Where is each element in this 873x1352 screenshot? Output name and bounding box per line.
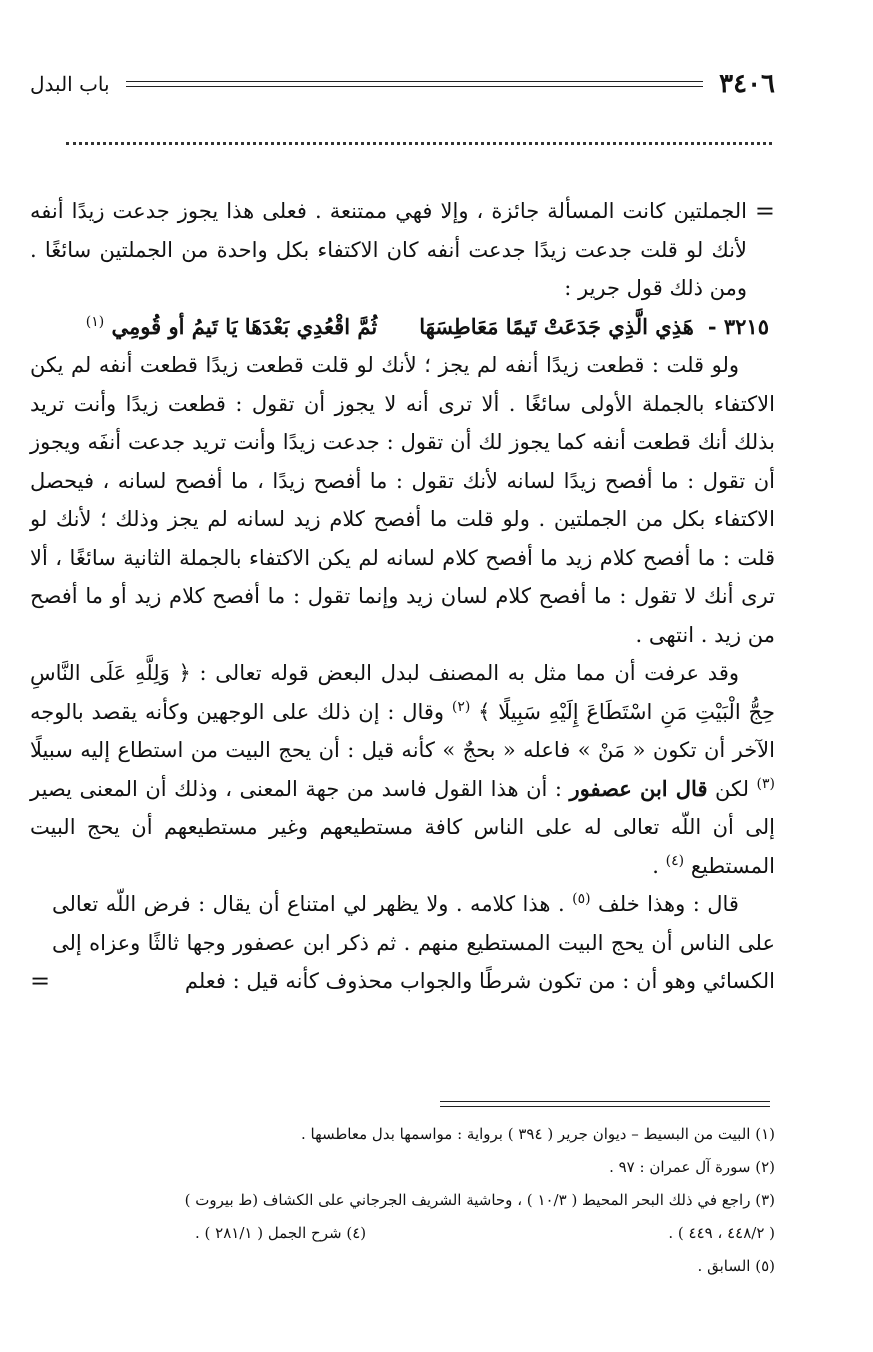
- paragraph-text: . هذا كلامه . ولا يظهر لي امتناع أن يقال : فرض اللّه تعالى على الناس أن يحج البيت المستطيع منهم . ثم ذكر ابن عصفور وجها ثالثًا وعزاه إلى الكسائي وهو أن : من تكون شرطًا والجواب محذوف كأنه قيل : فعلم: [52, 892, 775, 993]
- footnote-1: (١) البيت من البسيط – ديوان جرير ( ٣٩٤ ) برواية : مواسمها بدل معاطسها .: [300, 1125, 775, 1143]
- scholar-name: قال ابن عصفور: [569, 775, 708, 801]
- poem-verse: [30, 308, 775, 347]
- paragraph-text: .: [652, 853, 659, 878]
- chapter-title: باب البدل: [30, 72, 110, 96]
- hemistich-first: هَذِي الَّذِي جَدَعَتْ تَيمًا مَعَاطِسَهَا: [419, 313, 694, 339]
- paragraph-text: وقال : إن ذلك على الوجهين وكأنه يقصد بالوجه الآخر أن تكون « مَنْ » فاعله « بحجٌ » كأنه قيل : أن يحج البيت من استطاع إليه سبيلًا: [30, 699, 775, 762]
- paragraph-text: لكن: [715, 776, 750, 801]
- footnote-5: (٥) السابق .: [697, 1257, 775, 1275]
- dotted-separator: [66, 142, 772, 145]
- footnote-ref: (٣): [756, 775, 776, 792]
- paragraph-text: الجملتين كانت المسألة جائزة ، وإلا فهي ممتنعة . فعلى هذا يجوز جدعت زيدًا أنفه لأنك لو قلت جدعت زيدًا جدعت أنفه كان الاكتفاء بكل واحدة من الجملتين سائغًا . ومن ذلك قول جرير :: [30, 199, 747, 300]
- footnote-ref: (١): [85, 313, 105, 330]
- footnote-3: (٣) راجع في ذلك البحر المحيط ( ١٠/٣ ) ، وحاشية الشريف الجرجاني على الكشاف (ط بيروت ): [184, 1191, 775, 1209]
- main-text: [30, 192, 775, 1001]
- hemistich-second: [86, 308, 377, 347]
- quran-verse: ﴿ وَلِلَّهِ عَلَى النَّاسِ حِجُّ الْبَيْتِ مَنِ اسْتَطَاعَ إِلَيْهِ سَبِيلًا ﴾: [30, 661, 775, 724]
- footnote-4: (٤) شرح الجمل ( ٢٨١/١ ) .: [195, 1224, 367, 1242]
- footnote-3-continued: ( ٤٤٨/٢ ، ٤٤٩ ) .: [668, 1224, 775, 1242]
- footnote-ref: (٤): [665, 852, 685, 869]
- paragraph-text: : أن هذا القول فاسد من جهة المعنى ، وذلك أن المعنى يصير إلى أن اللّه تعالى له على الناس كافة مستطيعهم وغير مستطيعهم أن يحج البيت المستطيع: [30, 776, 775, 878]
- continuation-mark: =: [30, 967, 51, 995]
- paragraph: ولو قلت : قطعت زيدًا أنفه لم يجز ؛ لأنك لو قلت قطعت زيدًا قطعت أنفه لم يكن الاكتفاء بالجملة الأولى سائغًا . ألا ترى أنه لا يجوز أن تقول : قطعت زيدًا وأنت تريد بذلك أنك قطعت أنفه كما يجوز لك أن تقول : جدعت زيدًا وأنت تريد جدعت أنفَه ويجوز أن تقول : ما أفصح زيدًا لسانه لأنك تقول : ما أفصح زيدًا ، ما أفصح لسانه ، فيحصل الاكتفاء بكل من الجملتين . ولو قلت ما أفصح كلام زيد لسانه لم يجز وذلك ؛ لأنك لو قلت : ما أفصح كلام زيد ما أفصح كلام لسانه لم يكن الاكتفاء بالجملة الثانية سائغًا ، ألا ترى أنك لا تقول : ما أفصح كلام لسان زيد وإنما تقول : ما أفصح كلام زيد أو ما أفصح من زيد . انتهى .: [30, 353, 775, 647]
- hemistich-second-text: ثُمَّ اقْعُدِي بَعْدَهَا يَا تَيمُ أو قُومِي: [111, 313, 378, 339]
- verse-number: ٣٢١٥ -: [707, 313, 769, 339]
- running-header: [30, 64, 775, 104]
- paragraph-text: وقد عرفت أن مما مثل به المصنف لبدل البعض قوله تعالى :: [199, 661, 739, 685]
- paragraph-continues: [30, 885, 775, 1001]
- footnote-ref: (٥): [572, 891, 591, 907]
- footnotes: [30, 1118, 775, 1283]
- header-rule: [126, 81, 704, 87]
- continuation-mark: =: [754, 197, 775, 225]
- page-number: ٣٤٠٦: [719, 69, 775, 99]
- footnote-row: [195, 1217, 775, 1250]
- paragraph-text: قال : وهذا خلف: [598, 892, 739, 916]
- footnote-ref: (٢): [451, 698, 471, 715]
- footnote-rule: [440, 1101, 770, 1107]
- footnote-2: (٢) سورة آل عمران : ٩٧ .: [609, 1158, 775, 1176]
- paragraph: [30, 654, 775, 885]
- paragraph-continued: [30, 192, 775, 308]
